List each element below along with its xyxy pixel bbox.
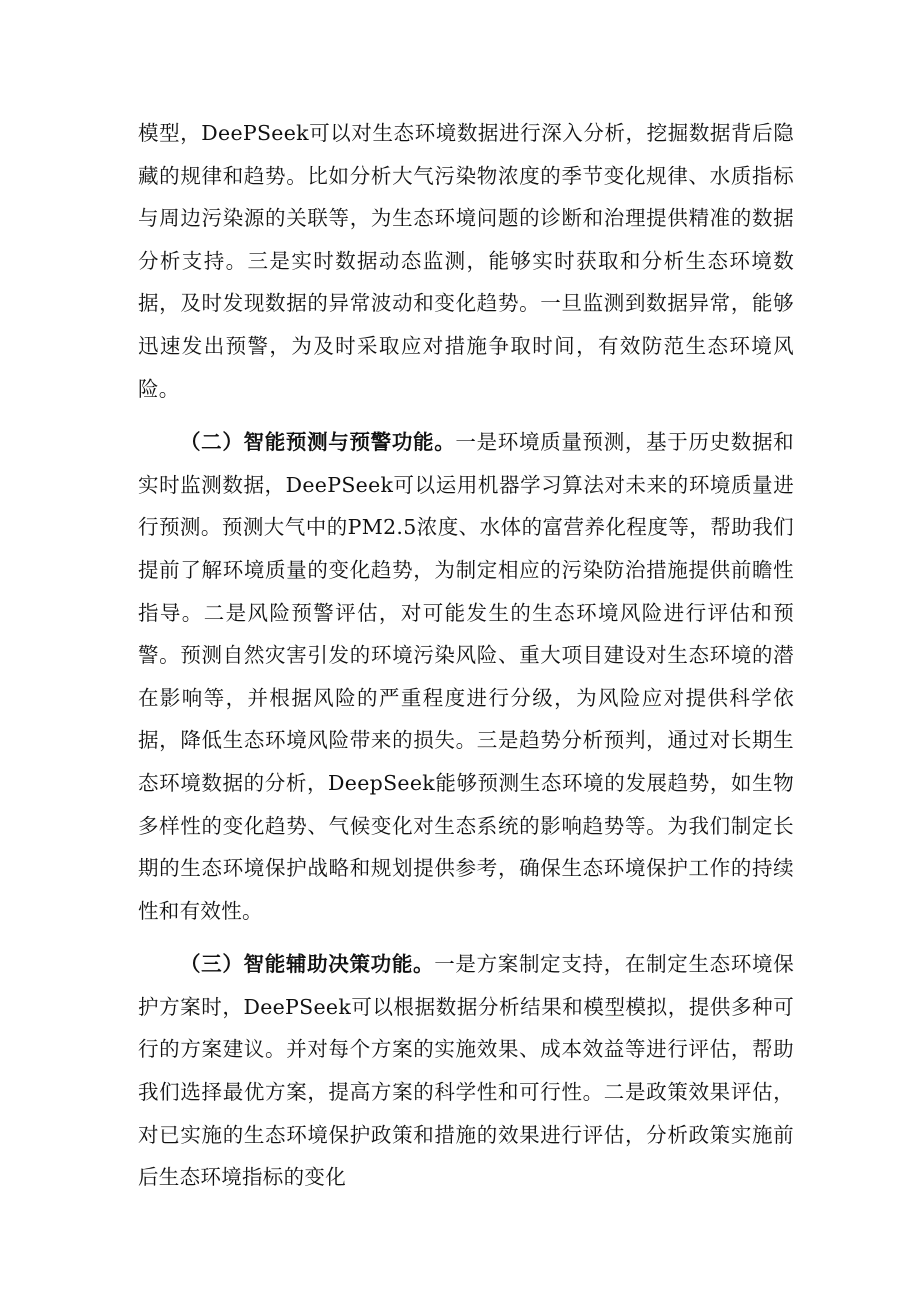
- paragraph-3: [138, 943, 794, 1199]
- paragraph-1-text: 模型，DeePSeek可以对生态环境数据进行深入分析，挖掘数据背后隐藏的规律和趋势。比如分析大气污染物浓度的季节变化规律、水质指标与周边污染源的关联等，为生态环境问题的诊断和治理提供精准的数据分析支持。三是实时数据动态监测，能够实时获取和分析生态环境数据，及时发现数据的异常波动和变化趋势。一旦监测到数据异常，能够迅速发出预警，为及时采取应对措施争取时间，有效防范生态环境风险。: [138, 121, 794, 401]
- paragraph-gap: [138, 410, 794, 421]
- document-body: [138, 112, 794, 1199]
- paragraph-3-text: 一是方案制定支持，在制定生态环境保护方案时，DeePSeek可以根据数据分析结果和模型模拟，提供多种可行的方案建议。并对每个方案的实施效果、成本效益等进行评估，帮助我们选择最优方案，提高方案的科学性和可行性。二是政策效果评估，对已实施的生态环境保护政策和措施的效果进行评估，分析政策实施前后生态环境指标的变化: [138, 952, 794, 1190]
- section-heading-2: （二）智能预测与预警功能。: [180, 430, 456, 455]
- paragraph-1: [138, 112, 794, 410]
- paragraph-gap: [138, 932, 794, 943]
- paragraph-2-text: 一是环境质量预测，基于历史数据和实时监测数据，DeePSeek可以运用机器学习算法对未来的环境质量进行预测。预测大气中的PM2.5浓度、水体的富营养化程度等，帮助我们提前了解环境质量的变化趋势，为制定相应的污染防治措施提供前瞻性指导。二是风险预警评估，对可能发生的生态环境风险进行评估和预警。预测自然灾害引发的环境污染风险、重大项目建设对生态环境的潜在影响等，并根据风险的严重程度进行分级，为风险应对提供科学依据，降低生态环境风险带来的损失。三是趋势分析预判，通过对长期生态环境数据的分析，DeepSeek能够预测生态环境的发展趋势，如生物多样性的变化趋势、气候变化对生态系统的影响趋势等。为我们制定长期的生态环境保护战略和规划提供参考，确保生态环境保护工作的持续性和有效性。: [138, 430, 794, 923]
- paragraph-2: [138, 421, 794, 932]
- section-heading-3: （三）智能辅助决策功能。: [180, 952, 435, 977]
